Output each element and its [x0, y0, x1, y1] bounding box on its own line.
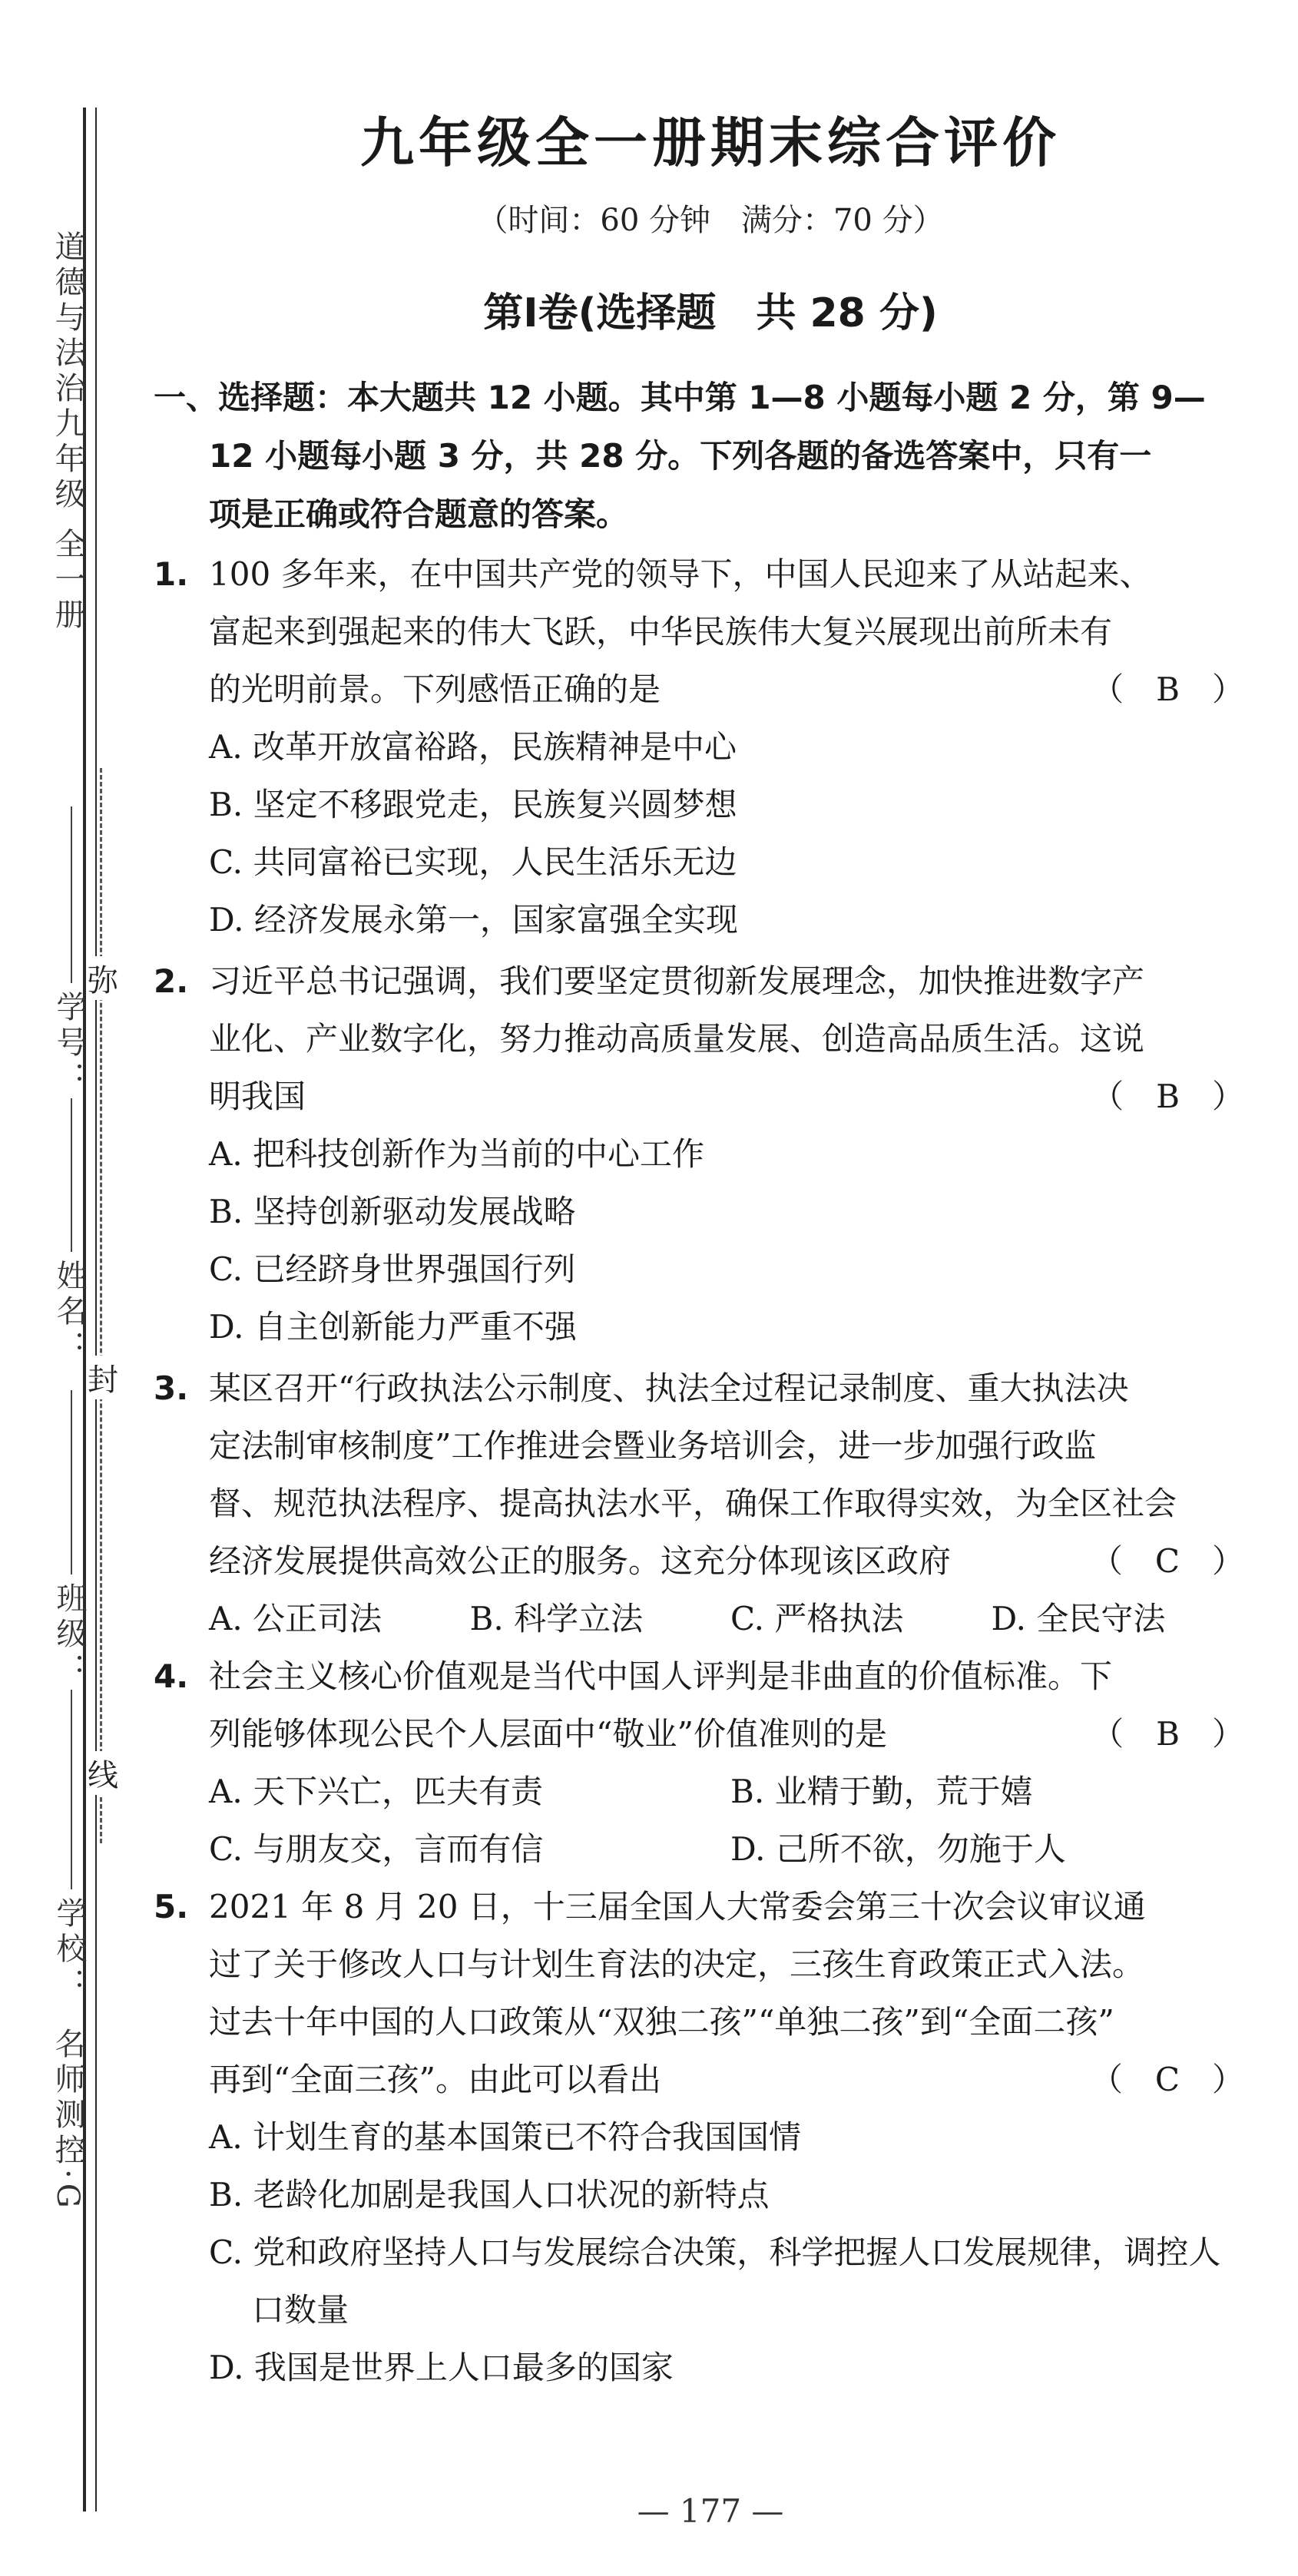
option: D. 己所不欲，勿施于人	[730, 1830, 1066, 1868]
option: D. 自主创新能力严重不强	[209, 1308, 577, 1346]
question-1	[154, 545, 1252, 949]
question-stem: 过了关于修改人口与计划生育法的决定，三孩生育政策正式入法。	[209, 1945, 1145, 1983]
option: A. 公正司法	[209, 1600, 382, 1637]
answer-mark: （ C ）	[1090, 2061, 1244, 2098]
margin-rule	[95, 108, 97, 2511]
field-line	[71, 1390, 72, 1574]
section-title: 第Ⅰ卷(选择题 共 28 分)	[483, 290, 938, 336]
question-stem: 再到“全面三孩”。由此可以看出	[209, 2061, 661, 2098]
answer-mark: （ B ）	[1091, 1078, 1244, 1115]
instructions-line: 项是正确或符合题意的答案。	[209, 495, 629, 533]
question-stem: 明我国	[209, 1078, 306, 1115]
option: A. 计划生育的基本国策已不符合我国国情	[209, 2118, 802, 2156]
field-student-number: 学号：	[51, 991, 87, 1097]
option: D. 我国是世界上人口最多的国家	[209, 2349, 674, 2386]
cut-mark-mi: 弥	[88, 956, 118, 1000]
question-number: 1.	[154, 555, 189, 593]
option: B. 坚持创新驱动发展战略	[209, 1193, 576, 1230]
field-line	[71, 806, 72, 983]
field-line	[71, 1098, 72, 1252]
instructions	[154, 369, 1229, 544]
instructions-line: 12 小题每小题 3 分，共 28 分。下列各题的备选答案中，只有一	[209, 437, 1152, 475]
page-number: — 177 —	[637, 2492, 784, 2530]
option: A. 改革开放富裕路，民族精神是中心	[209, 728, 737, 766]
option: D. 经济发展永第一，国家富强全实现	[209, 901, 738, 939]
answer-mark: （ B ）	[1091, 1715, 1244, 1753]
field-line	[71, 1690, 72, 1889]
question-3	[154, 1359, 1252, 1647]
cut-line	[100, 768, 102, 1843]
question-stem: 社会主义核心价值观是当代中国人评判是非曲直的价值标准。下	[209, 1657, 1113, 1695]
question-stem: 2021 年 8 月 20 日，十三届全国人大常委会第三十次会议审议通	[209, 1888, 1146, 1925]
field-class: 班级：	[51, 1582, 87, 1688]
question-2	[154, 952, 1252, 1356]
cut-mark-feng: 封	[88, 1356, 118, 1399]
question-number: 3.	[154, 1369, 189, 1407]
option: C. 党和政府坚持人口与发展综合决策，科学把握人口发展规律，调控人口数量	[209, 2233, 1221, 2329]
option: A. 把科技创新作为当前的中心工作	[209, 1135, 705, 1173]
option: C. 与朋友交，言而有信	[209, 1830, 544, 1868]
question-stem: 富起来到强起来的伟大飞跃，中华民族伟大复兴展现出前所未有	[209, 613, 1113, 651]
question-number: 5.	[154, 1888, 189, 1925]
question-stem: 定法制审核制度”工作推进会暨业务培训会，进一步加强行政监	[209, 1427, 1097, 1465]
answer-mark: （ C ）	[1090, 1542, 1244, 1580]
question-stem: 习近平总书记强调，我们要坚定贯彻新发展理念，加快推进数字产	[209, 962, 1145, 1000]
option: B. 科学立法	[469, 1600, 644, 1637]
option: C. 共同富裕已实现，人民生活乐无边	[209, 843, 737, 881]
series-label: 名师测控·G	[50, 2028, 85, 2213]
question-4	[154, 1647, 1252, 1878]
question-stem: 100 多年来，在中国共产党的领导下，中国人民迎来了从站起来、	[209, 555, 1152, 593]
question-stem: 经济发展提供高效公正的服务。这充分体现该区政府	[209, 1542, 952, 1580]
question-stem: 某区召开“行政执法公示制度、执法全过程记录制度、重大执法决	[209, 1369, 1129, 1407]
cut-mark-xian: 线	[88, 1751, 118, 1795]
option: C. 已经跻身世界强国行列	[209, 1250, 576, 1288]
question-number: 2.	[154, 962, 189, 1000]
instructions-line: 一、选择题：本大题共 12 小题。其中第 1—8 小题每小题 2 分，第 9—	[154, 379, 1206, 416]
option: B. 老龄化加剧是我国人口状况的新特点	[209, 2176, 770, 2213]
question-5	[154, 1878, 1252, 2396]
question-stem: 过去十年中国的人口政策从“双独二孩”“单独二孩”到“全面二孩”	[209, 2003, 1114, 2041]
question-stem: 的光明前景。下列感悟正确的是	[209, 670, 661, 708]
exam-info: （时间：60 分钟 满分：70 分）	[477, 203, 944, 238]
option: D. 全民守法	[991, 1600, 1166, 1637]
answer-mark: （ B ）	[1091, 670, 1244, 708]
question-stem: 业化、产业数字化，努力推动高质量发展、创造高品质生活。这说	[209, 1020, 1145, 1058]
option: A. 天下兴亡，匹夫有责	[209, 1773, 544, 1810]
question-stem: 督、规范执法程序、提高执法水平，确保工作取得实效，为全区社会	[209, 1485, 1177, 1522]
page-title: 九年级全一册期末综合评价	[360, 111, 1061, 174]
option: C. 严格执法	[730, 1600, 904, 1637]
binding-margin	[0, 0, 161, 2576]
question-number: 4.	[154, 1657, 189, 1695]
option: B. 业精于勤，荒于嬉	[730, 1773, 1033, 1810]
field-name: 姓名：	[51, 1260, 87, 1366]
option: B. 坚定不移跟党走，民族复兴圆梦想	[209, 786, 737, 823]
book-label: 道德与法治九年级 全一册	[50, 230, 85, 634]
field-school: 学校：	[51, 1897, 87, 2003]
question-stem: 列能够体现公民个人层面中“敬业”价值准则的是	[209, 1715, 887, 1753]
